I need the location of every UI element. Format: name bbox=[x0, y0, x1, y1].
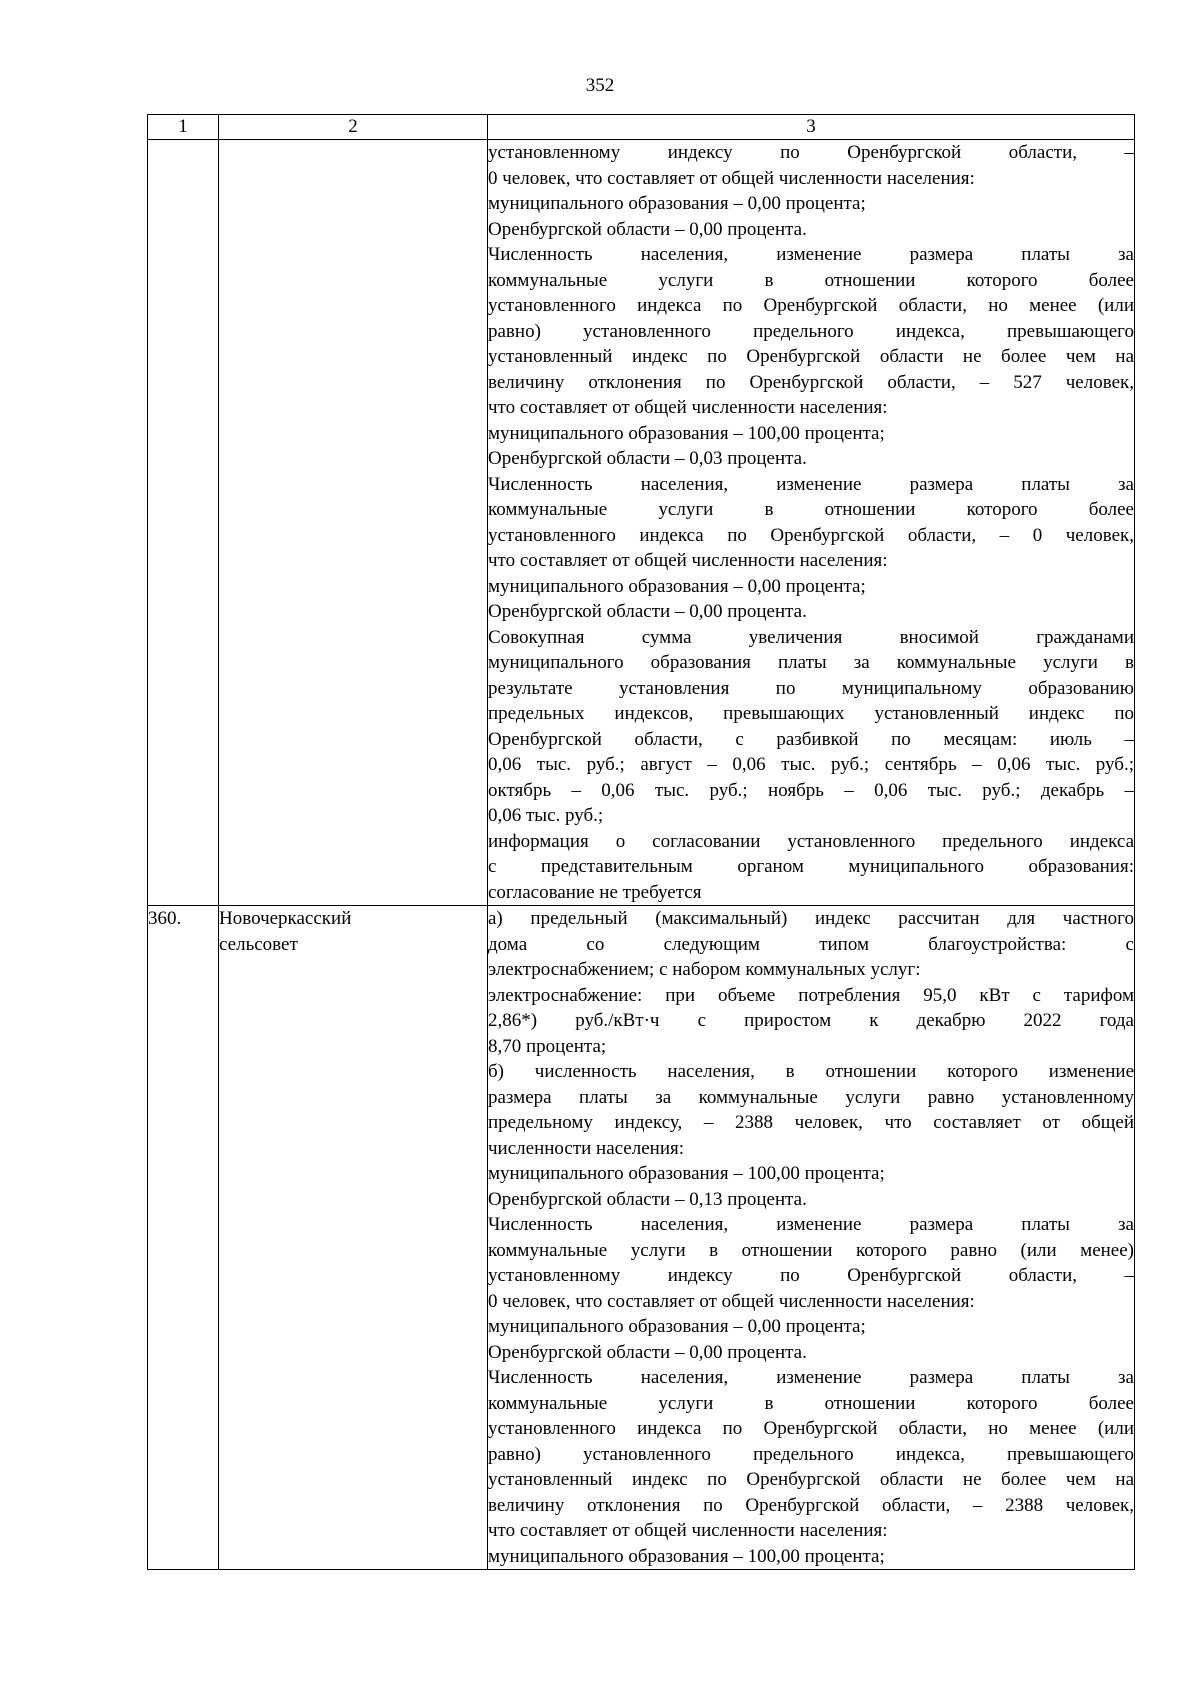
text-line: установленный индекс по Оренбургской области не более чем на bbox=[488, 1469, 1134, 1490]
data-table bbox=[147, 114, 1135, 1570]
text-line: равно) установленного предельного индекса, превышающего bbox=[488, 320, 1134, 342]
text-line: коммунальные услуги в отношении которого равно (или менее) bbox=[488, 1239, 1134, 1261]
text-line: муниципального образования платы за коммунальные услуги в bbox=[488, 652, 1134, 673]
row-number-cell bbox=[148, 140, 219, 906]
text-line: Оренбургской области – 0,00 процента. bbox=[488, 601, 807, 622]
text-line: установленного индекса по Оренбургской области, – 0 человек, bbox=[488, 524, 1134, 546]
text-line: 0 человек, что составляет от общей численности населения: bbox=[488, 167, 975, 189]
page-number: 352 bbox=[585, 75, 615, 96]
text-line: предельных индексов, превышающих установленный индекс по bbox=[488, 703, 1134, 724]
description-cell bbox=[488, 906, 1135, 1570]
text-line: 8,70 процента; bbox=[488, 1035, 607, 1057]
text-line: установленного индекса по Оренбургской области, но менее (или bbox=[488, 1418, 1134, 1439]
municipality-name-line: сельсовет bbox=[219, 933, 298, 955]
text-line: муниципального образования – 100,00 процента; bbox=[488, 422, 885, 444]
text-line: согласование не требуется bbox=[488, 881, 702, 903]
text-line: коммунальные услуги в отношении которого более bbox=[488, 269, 1134, 291]
text-line: информация о согласовании установленного предельного индекса bbox=[488, 830, 1134, 852]
text-line: Оренбургской области – 0,03 процента. bbox=[488, 448, 807, 469]
text-line: установленному индексу по Оренбургской области, – bbox=[488, 142, 1134, 163]
text-line: установленному индексу по Оренбургской области, – bbox=[488, 1265, 1134, 1286]
table-header-row bbox=[148, 115, 1135, 140]
text-line: коммунальные услуги в отношении которого более bbox=[488, 499, 1134, 520]
text-line: величину отклонения по Оренбургской области, – 2388 человек, bbox=[488, 1494, 1134, 1516]
text-line: электроснабжением; с набором коммунальных услуг: bbox=[488, 959, 921, 980]
text-line: 0 человек, что составляет от общей численности населения: bbox=[488, 1290, 975, 1312]
text-line: муниципального образования – 100,00 процента; bbox=[488, 1545, 885, 1567]
text-line: величину отклонения по Оренбургской области, – 527 человек, bbox=[488, 371, 1134, 393]
text-line: предельному индексу, – 2388 человек, что составляет от общей bbox=[488, 1112, 1134, 1133]
text-line: Численность населения, изменение размера платы за bbox=[488, 1214, 1134, 1235]
description-cell bbox=[488, 140, 1135, 906]
text-line: Оренбургской области – 0,00 процента. bbox=[488, 1341, 807, 1363]
text-line: Численность населения, изменение размера платы за bbox=[488, 244, 1134, 265]
text-line: 0,06 тыс. руб.; bbox=[488, 805, 604, 826]
text-line: Оренбургской области – 0,00 процента. bbox=[488, 218, 807, 240]
text-line: с представительным органом муниципального образования: bbox=[488, 856, 1134, 877]
row-number: 360. bbox=[148, 908, 182, 929]
text-line: Численность населения, изменение размера платы за bbox=[488, 1367, 1134, 1388]
text-line: равно) установленного предельного индекса, превышающего bbox=[488, 1443, 1134, 1465]
text-line: 2,86*) руб./кВт·ч с приростом к декабрю 2022 года bbox=[488, 1010, 1134, 1031]
text-line: что составляет от общей численности населения: bbox=[488, 397, 888, 418]
text-line: муниципального образования – 100,00 процента; bbox=[488, 1163, 885, 1184]
text-line: 0,06 тыс. руб.; август – 0,06 тыс. руб.; сентябрь – 0,06 тыс. руб.; bbox=[488, 754, 1134, 775]
text-line: дома со следующим типом благоустройства: с bbox=[488, 933, 1134, 955]
text-line: коммунальные услуги в отношении которого более bbox=[488, 1392, 1134, 1414]
municipality-name-cell bbox=[219, 906, 488, 1570]
text-line: муниципального образования – 0,00 процента; bbox=[488, 193, 866, 214]
text-line: Численность населения, изменение размера платы за bbox=[488, 473, 1134, 495]
column-header: 1 bbox=[148, 115, 219, 140]
text-line: а) предельный (максимальный) индекс рассчитан для частного bbox=[488, 908, 1134, 929]
text-line: размера платы за коммунальные услуги равно установленному bbox=[488, 1086, 1134, 1108]
column-header: 3 bbox=[488, 115, 1135, 140]
text-line: установленный индекс по Оренбургской области не более чем на bbox=[488, 346, 1134, 367]
municipality-name-line: Новочеркасский bbox=[219, 908, 352, 929]
text-line: что составляет от общей численности населения: bbox=[488, 1520, 888, 1541]
text-line: октябрь – 0,06 тыс. руб.; ноябрь – 0,06 тыс. руб.; декабрь – bbox=[488, 779, 1134, 801]
text-line: численности населения: bbox=[488, 1137, 685, 1159]
text-line: муниципального образования – 0,00 процента; bbox=[488, 1316, 866, 1337]
text-line: Оренбургской области – 0,13 процента. bbox=[488, 1188, 807, 1210]
table-row bbox=[148, 140, 1135, 906]
text-line: Оренбургской области, с разбивкой по месяцам: июль – bbox=[488, 728, 1134, 750]
text-line: Совокупная сумма увеличения вносимой гражданами bbox=[488, 626, 1134, 648]
text-line: муниципального образования – 0,00 процента; bbox=[488, 575, 866, 597]
municipality-name-cell bbox=[219, 140, 488, 906]
row-number-cell bbox=[148, 906, 219, 1570]
text-line: б) численность населения, в отношении которого изменение bbox=[488, 1061, 1134, 1082]
table-row bbox=[148, 906, 1135, 1570]
text-line: что составляет от общей численности населения: bbox=[488, 550, 888, 571]
text-line: результате установления по муниципальному образованию bbox=[488, 677, 1134, 699]
column-header: 2 bbox=[219, 115, 488, 140]
text-line: электроснабжение: при объеме потребления 95,0 кВт с тарифом bbox=[488, 984, 1134, 1006]
text-line: установленного индекса по Оренбургской области, но менее (или bbox=[488, 295, 1134, 316]
